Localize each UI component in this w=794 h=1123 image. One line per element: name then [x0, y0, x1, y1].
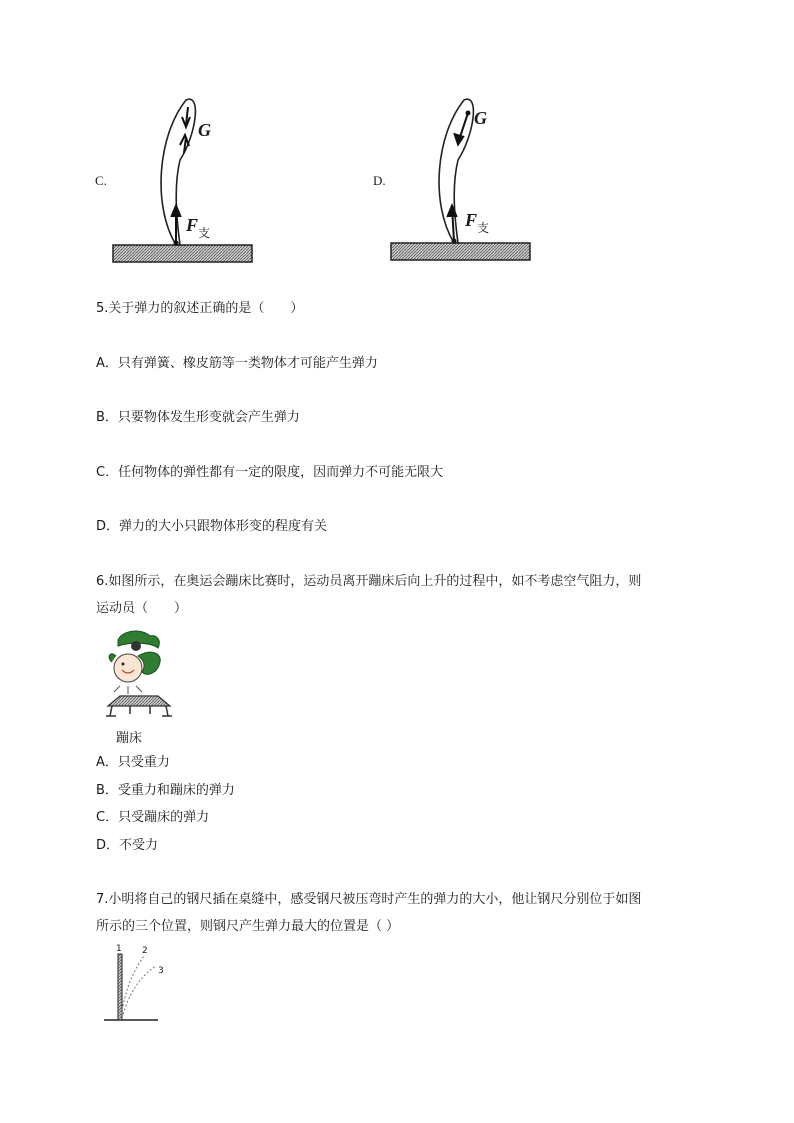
- q5-option-a: A．只有弹簧、橡皮筋等一类物体才可能产生弹力: [96, 356, 378, 371]
- gravity-label-d: G: [474, 108, 487, 128]
- steel-ruler-drawing: [104, 944, 174, 1024]
- figure-d: [368, 95, 548, 270]
- q5-stem: 5.关于弹力的叙述正确的是（ ）: [96, 301, 304, 316]
- q7-stem-line2: 所示的三个位置，则钢尺产生弹力最大的位置是（ ）: [96, 919, 400, 934]
- force-symbol: F: [186, 215, 199, 235]
- support-force-label-d: [465, 210, 489, 236]
- q7-stem-line1: 7.小明将自己的钢尺插在桌缝中，感受钢尺被压弯时产生的弹力的大小，他让钢尺分别位于如图: [96, 892, 642, 907]
- q6-stem-line1: 6.如图所示，在奥运会蹦床比赛时，运动员离开蹦床后向上升的过程中，如不考虑空气阻力，则: [96, 574, 642, 589]
- trampoline-athlete-figure: [100, 628, 175, 723]
- figure-d-drawing: [368, 95, 548, 270]
- position-2-label: 2: [142, 946, 148, 956]
- q5-option-d: D．弹力的大小只跟物体形变的程度有关: [96, 519, 328, 534]
- gravity-label-c: G: [198, 120, 211, 140]
- option-c-label: C.: [95, 173, 107, 188]
- q6-option-d: D．不受力: [96, 838, 159, 853]
- q6-stem-line2: 运动员（ ）: [96, 601, 188, 616]
- trampoline-caption: 蹦床: [116, 731, 143, 746]
- q5-option-b: B．只要物体发生形变就会产生弹力: [96, 410, 300, 425]
- q5-option-c: C．任何物体的弹性都有一定的限度，因而弹力不可能无限大: [96, 465, 444, 480]
- q6-option-b: B．受重力和蹦床的弹力: [96, 783, 235, 798]
- q6-option-c: C．只受蹦床的弹力: [96, 810, 210, 825]
- option-d-label: D.: [373, 173, 386, 188]
- figure-c-drawing: [90, 95, 270, 270]
- q6-option-a: A．只受重力: [96, 755, 170, 770]
- figure-c: [90, 95, 270, 270]
- force-subscript: 支: [198, 226, 211, 240]
- force-subscript: 支: [477, 221, 490, 235]
- position-3-label: 3: [158, 966, 164, 976]
- force-symbol: F: [465, 210, 478, 230]
- position-1-label: 1: [116, 944, 122, 954]
- support-force-label-c: [186, 215, 210, 241]
- steel-ruler-figure: [104, 944, 174, 1024]
